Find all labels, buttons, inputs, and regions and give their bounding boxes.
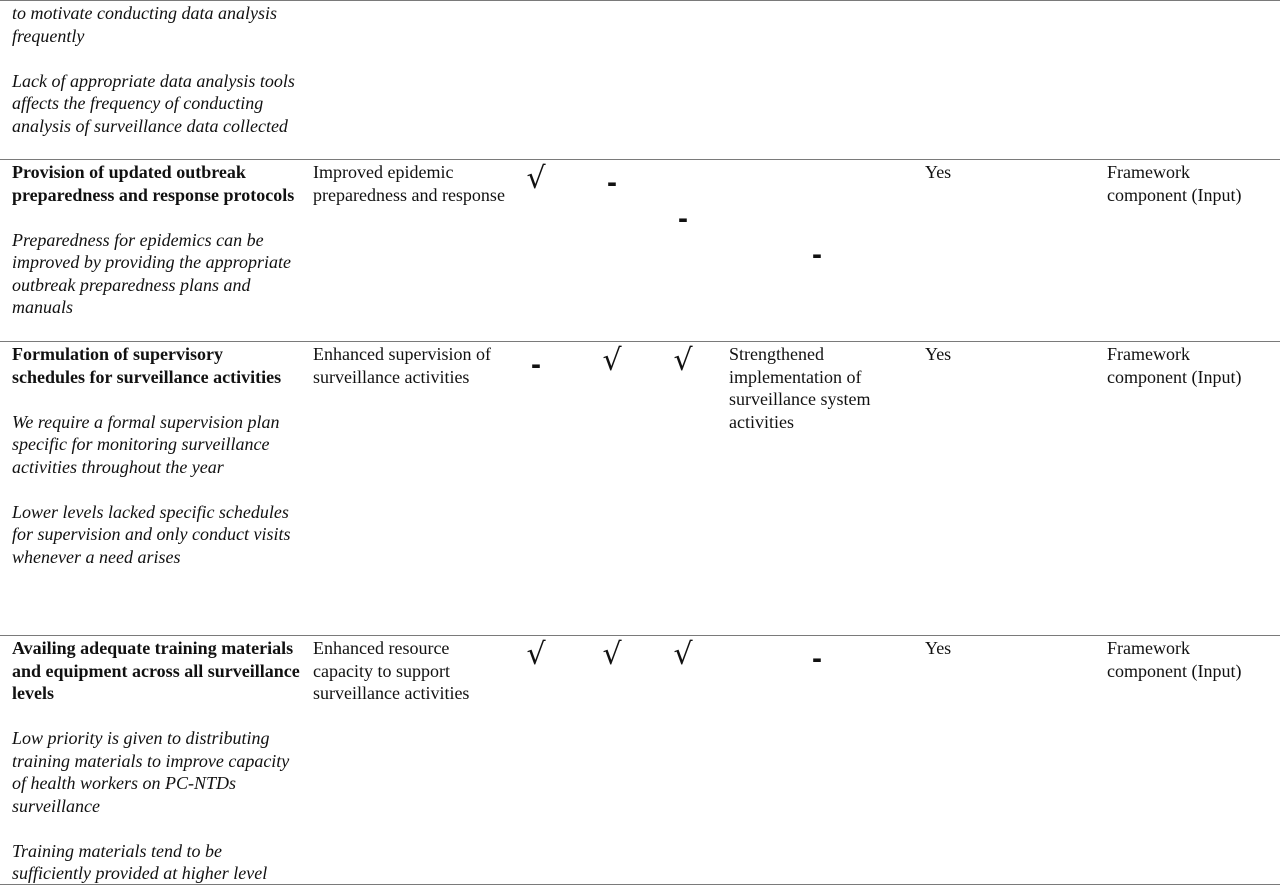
row-divider (0, 635, 1280, 636)
outcome-cell: Enhanced supervision of surveillance activities (313, 344, 491, 387)
check-mark-icon: √ (602, 343, 622, 378)
justification-text: Preparedness for epidemics can be improved by providing the appropriate outbreak preparedness plans and manuals (12, 229, 291, 317)
justification-text: Low priority is given to distributing training materials to improve capacity of health workers on PC-NTDs surveillance (12, 728, 290, 816)
dash-mark: - (607, 166, 617, 199)
check-mark-icon: √ (526, 161, 546, 196)
table-bottom-border (0, 884, 1280, 885)
table-row (0, 343, 1280, 567)
outcome-cell: Improved epidemic preparedness and response (313, 162, 505, 205)
impact-cell: - (812, 642, 822, 675)
component-cell: Framework component (Input) (1107, 638, 1242, 681)
outcome-cell: Enhanced resource capacity to support surveillance activities (313, 638, 470, 703)
justification-text: Lower levels lacked specific schedules for supervision and only conduct visits whenever a need arises (12, 501, 291, 567)
table-row (0, 161, 1280, 317)
recommendation-title: Formulation of supervisory schedules for surveillance activities (12, 344, 282, 387)
check-mark-icon: √ (673, 343, 693, 378)
dash-mark: - (531, 348, 541, 381)
impact-cell: Strengthened implementation of surveillance system activities (729, 344, 871, 432)
adopted-cell: Yes (925, 344, 952, 364)
row-divider (0, 159, 1280, 160)
check-mark-icon: √ (673, 637, 693, 672)
impact-cell: - (812, 238, 822, 271)
table-top-border (0, 0, 1280, 1)
row-divider (0, 341, 1280, 342)
justification-text: Lack of appropriate data analysis tools affects the frequency of conducting analysis of surveillance data collected (12, 70, 295, 136)
justification-text: to motivate conducting data analysis frequently (12, 3, 277, 46)
table-row (0, 637, 1280, 883)
component-cell: Framework component (Input) (1107, 162, 1242, 205)
adopted-cell: Yes (925, 638, 952, 658)
adopted-cell: Yes (925, 162, 952, 182)
recommendation-cell (12, 343, 300, 568)
dash-mark: - (678, 202, 688, 235)
justification-cell (12, 2, 300, 137)
recommendation-title: Availing adequate training materials and equipment across all surveillance levels (12, 638, 300, 703)
recommendation-cell (12, 637, 300, 885)
recommendation-title: Provision of updated outbreak preparedness and response protocols (12, 162, 295, 205)
recommendation-cell (12, 161, 300, 319)
justification-text: We require a formal supervision plan specific for monitoring surveillance activities throughout the year (12, 411, 280, 477)
justification-text: Training materials tend to be sufficiently provided at higher level (12, 840, 268, 883)
component-cell: Framework component (Input) (1107, 344, 1242, 387)
check-mark-icon: √ (526, 637, 546, 672)
check-mark-icon: √ (602, 637, 622, 672)
